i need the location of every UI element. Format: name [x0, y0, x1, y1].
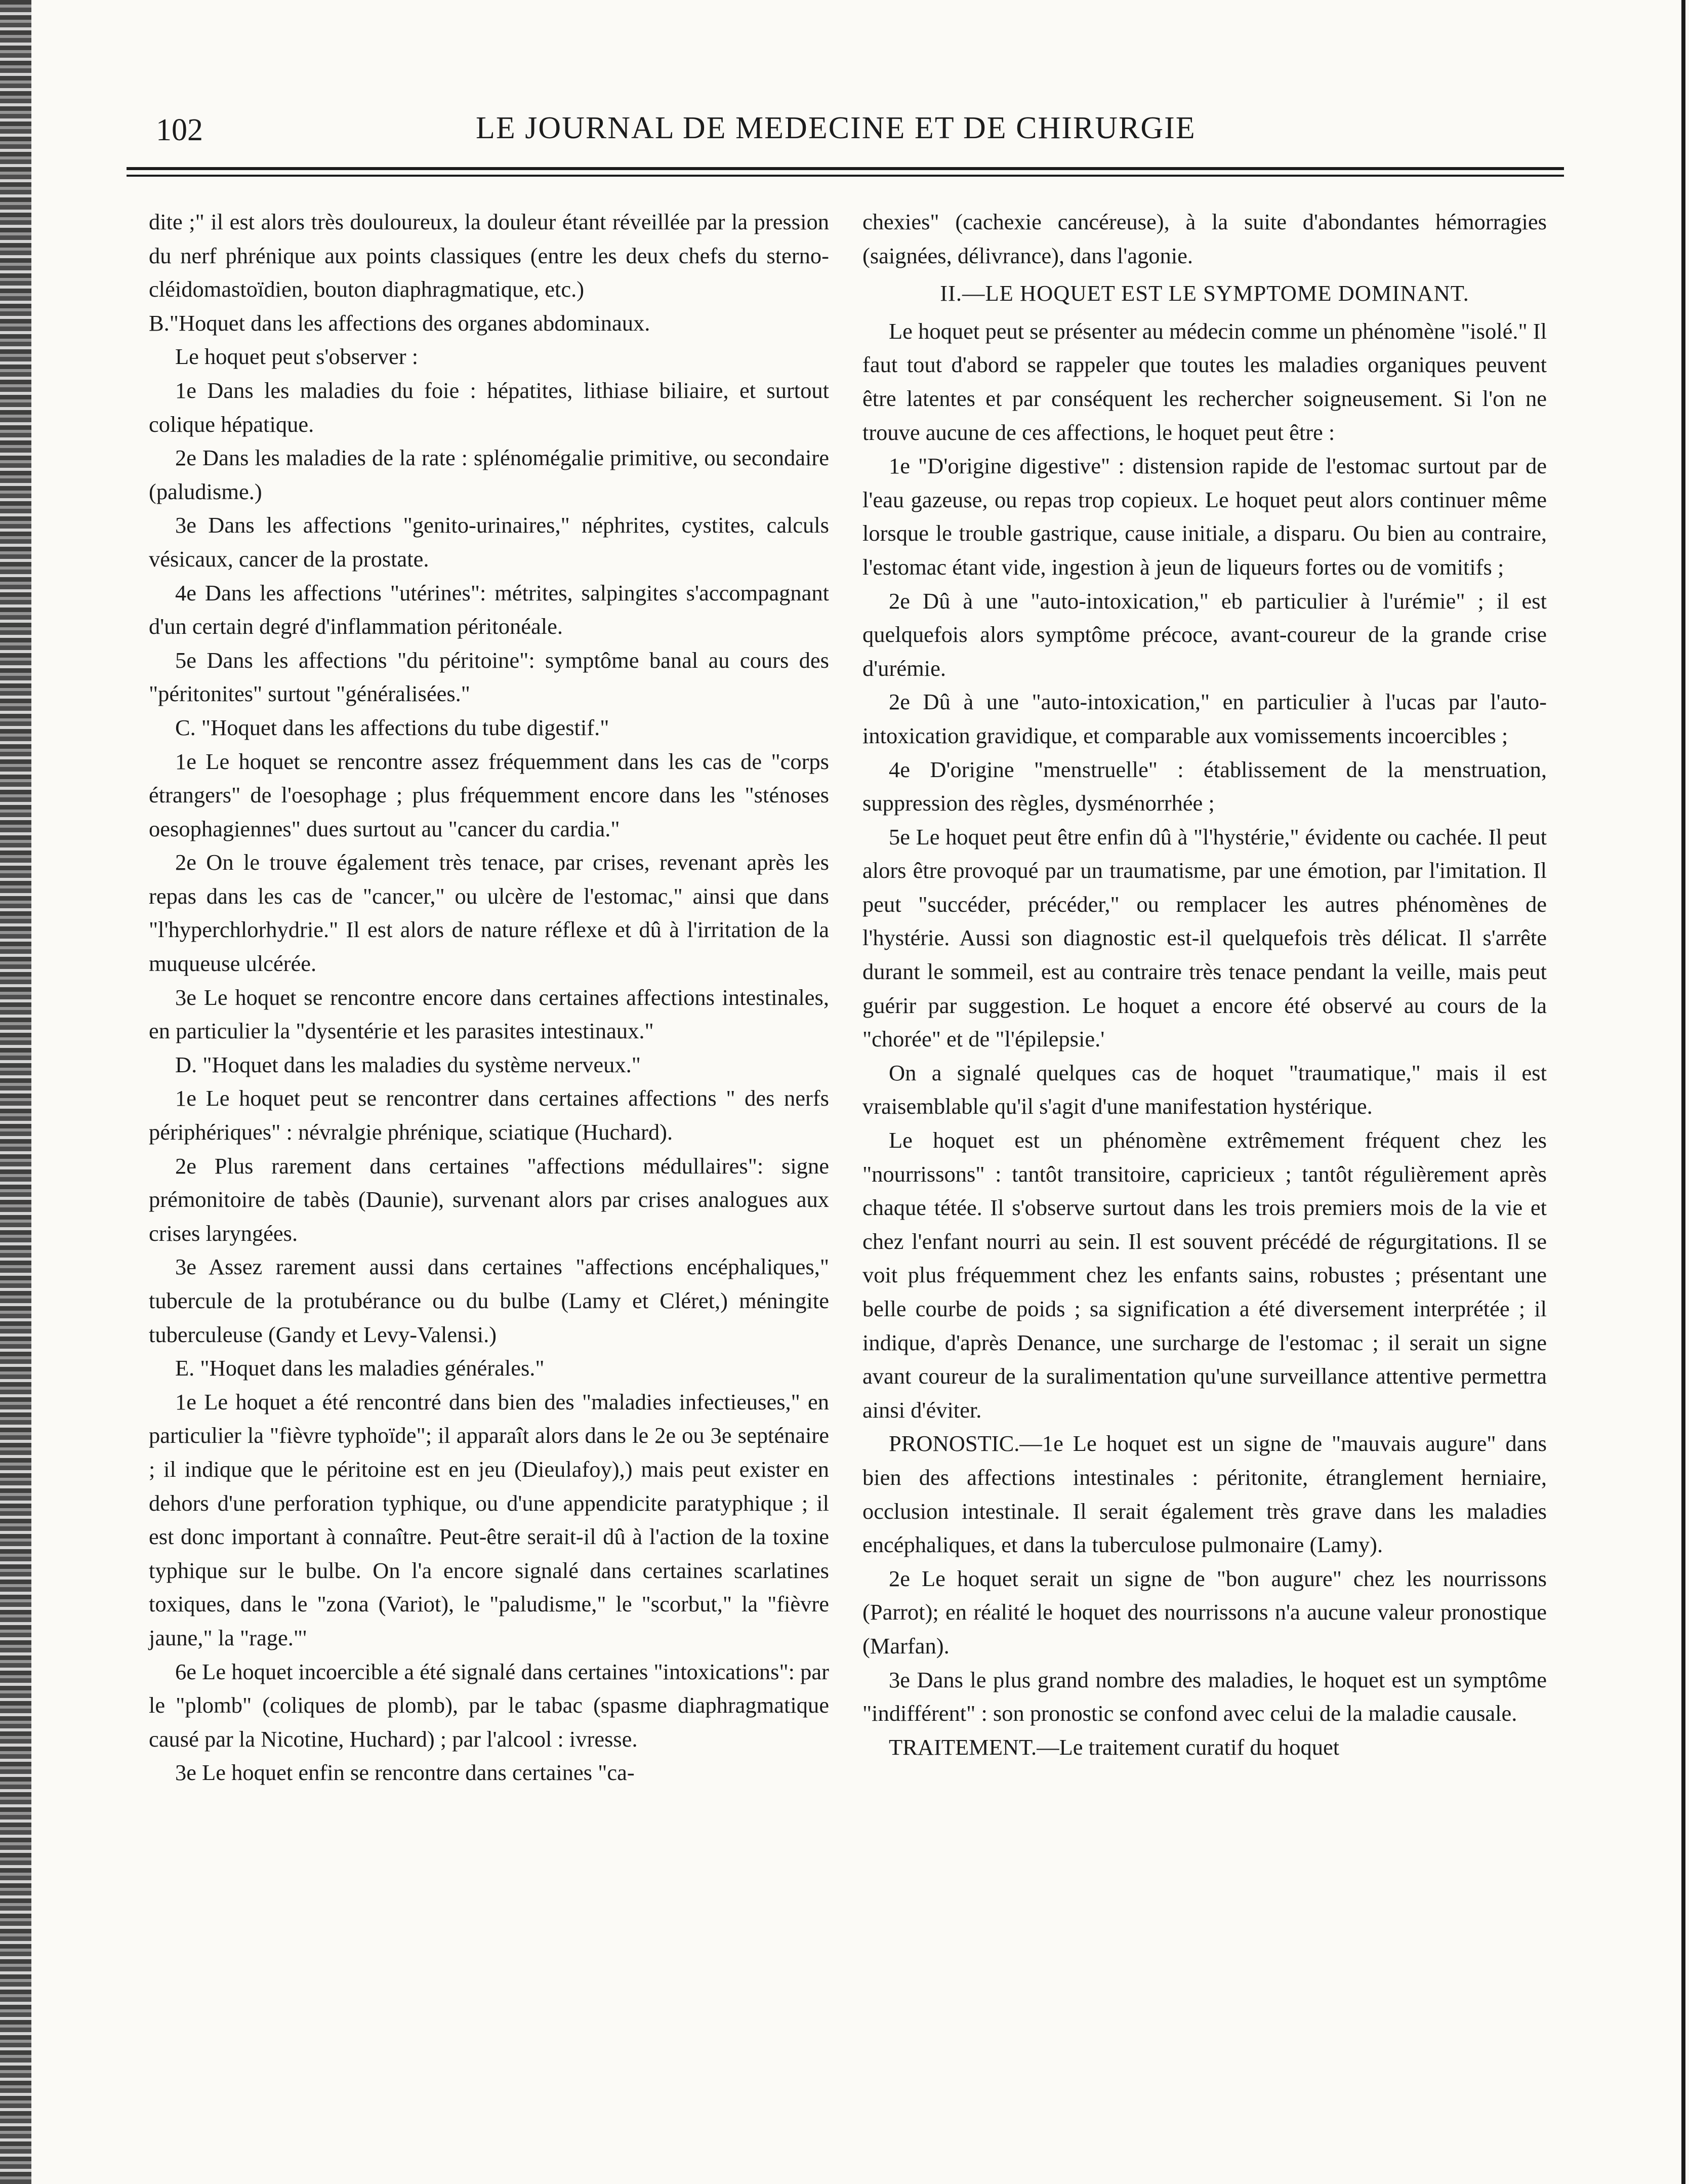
left-column: [149, 205, 829, 1790]
paragraph: chexies" (cachexie cancéreuse), à la suite d'abondantes hémorragies (saignées, délivrance), dans l'agonie.: [862, 209, 1547, 268]
paragraph: 5e Dans les affections "du péritoine": symptôme banal au cours des "péritonites" surtout "généralisées.": [149, 647, 829, 707]
paragraph: 6e Le hoquet incoercible a été signalé dans certaines "intoxications": par le "plomb" (coliques de plomb), par le tabac (spasme diaphragmatique causé par la Nicotine, Huchard) ; par l'alcool : ivresse.: [149, 1659, 829, 1752]
paragraph: 4e Dans les affections "utérines": métrites, salpingites s'accompagnant d'un certain degré d'inflammation péritonéale.: [149, 580, 829, 639]
paragraph: 4e D'origine "menstruelle" : établissement de la menstruation, suppression des règles, dysménorrhée ;: [862, 756, 1547, 816]
paragraph: 1e Dans les maladies du foie : hépatites, lithiase biliaire, et surtout colique hépatique.: [149, 377, 829, 437]
paragraph: 2e Dû à une "auto-intoxication," eb particulier à l'urémie" ; il est quelquefois alors symptôme précoce, avant-coureur de la grande crise d'urémie.: [862, 588, 1547, 681]
header-rule-thick: [127, 167, 1564, 170]
paragraph: 1e "D'origine digestive" : distension rapide de l'estomac surtout par de l'eau gazeuse, ou repas trop copieux. Le hoquet peut alors continuer même lorsque le trouble gastrique, cause initiale, a disparu. Ou bien au contraire, l'estomac étant vide, ingestion à jeun de liqueurs fortes ou de vomitifs ;: [862, 453, 1547, 580]
right-column: [862, 205, 1547, 1764]
section-heading: E. "Hoquet dans les maladies générales.": [175, 1355, 545, 1381]
paragraph: Le hoquet est un phénomène extrêmement fréquent chez les "nourrissons" : tantôt transitoire, capricieux ; tantôt régulièrement après chaque tétée. Il s'observe surtout dans les trois premiers mois de la vie et chez l'enfant nourri au sein. Il est souvent précédé de régurgitations. Il se voit plus fréquemment chez les enfants sains, robustes ; présentant une belle courbe de poids ; sa signification a été diversement interprétée ; il indique, d'après Denance, une surcharge de l'estomac ; il serait un signe avant coureur de la suralimentation qu'une surveillance attentive permettra ainsi d'éviter.: [862, 1127, 1547, 1423]
paragraph: 2e Dû à une "auto-intoxication," en particulier à l'ucas par l'auto-intoxication gravidique, et comparable aux vomissements incoercibles ;: [862, 689, 1547, 748]
page-number: 102: [156, 113, 203, 147]
section-heading: II.—LE HOQUET EST LE SYMPTOME DOMINANT.: [940, 280, 1469, 306]
paragraph: dite ;" il est alors très douloureux, la douleur étant réveillée par la pression du nerf phrénique aux points classiques (entre les deux chefs du sterno-cléidomastoïdien, bouton diaphragmatique, etc.): [149, 209, 829, 302]
paragraph: 2e Le hoquet serait un signe de "bon augure" chez les nourrissons (Parrot); en réalité le hoquet des nourrissons n'a aucune valeur pronostique (Marfan).: [862, 1565, 1547, 1659]
section-heading: B."Hoquet dans les affections des organes abdominaux.: [149, 310, 650, 336]
running-title: LE JOURNAL DE MEDECINE ET DE CHIRURGIE: [476, 111, 1196, 145]
paragraph: Le hoquet peut s'observer :: [175, 344, 419, 370]
paragraph: On a signalé quelques cas de hoquet "traumatique," mais il est vraisemblable qu'il s'agit d'une manifestation hystérique.: [862, 1060, 1547, 1119]
paragraph: 3e Dans le plus grand nombre des maladies, le hoquet est un symptôme "indifférent" : son pronostic se confond avec celui de la maladie causale.: [862, 1667, 1547, 1726]
paragraph: TRAITEMENT.—Le traitement curatif du hoquet: [889, 1734, 1340, 1760]
paragraph: 3e Dans les affections "genito-urinaires," néphrites, cystites, calculs vésicaux, cancer de la prostate.: [149, 512, 829, 572]
header-rule-thin: [127, 175, 1564, 177]
paragraph: 1e Le hoquet a été rencontré dans bien des "maladies infectieuses," en particulier la "fièvre typhoïde"; il apparaît alors dans le 2e ou 3e septénaire ; il indique que le péritoine est en jeu (Dieulafoy),) mais peut exister en dehors d'une perforation typhique, ou d'une appendicite paratyphique ; il est donc important à connaître. Peut-être serait-il dû à l'action de la toxine typhique sur le bulbe. On l'a encore signalé dans certaines scarlatines toxiques, dans le "zona (Variot), le "paludisme," le "scorbut," la "fièvre jaune," la "rage."': [149, 1389, 829, 1650]
paragraph: 5e Le hoquet peut être enfin dû à "l'hystérie," évidente ou cachée. Il peut alors être provoqué par un traumatisme, par une émotion, par l'imitation. Il peut "succéder, précéder," ou remplacer les autres phénomènes de l'hystérie. Aussi son diagnostic est-il quelquefois très délicat. Il s'arrête durant le sommeil, est au contraire très tenace pendant la veille, mais peut guérir par suggestion. Le hoquet a encore été observé au cours de la "chorée" et de "l'épilepsie.': [862, 824, 1547, 1052]
section-heading: C. "Hoquet dans les affections du tube digestif.": [175, 714, 609, 740]
paragraph: 2e On le trouve également très tenace, par crises, revenant après les repas dans les cas de "cancer," ou ulcère de l'estomac," ainsi que dans "l'hyperchlorhydrie." Il est alors de nature réflexe et dû à l'irritation de la muqueuse ulcérée.: [149, 850, 829, 977]
paragraph: 1e Le hoquet se rencontre assez fréquemment dans les cas de "corps étrangers" de l'oesophage ; plus fréquemment encore dans les "sténoses oesophagiennes" dues surtout au "cancer du cardia.": [149, 748, 829, 841]
section-heading: D. "Hoquet dans les maladies du système nerveux.": [175, 1051, 641, 1077]
paragraph: 2e Dans les maladies de la rate : splénomégalie primitive, ou secondaire (paludisme.): [149, 445, 829, 504]
scan-right-edge: [1681, 0, 1685, 2184]
paragraph: Le hoquet peut se présenter au médecin comme un phénomène "isolé." Il faut tout d'abord se rappeler que toutes les maladies organiques peuvent être latentes et par conséquent les rechercher soigneusement. Si l'on ne trouve aucune de ces affections, le hoquet peut être :: [862, 318, 1547, 445]
paragraph: 2e Plus rarement dans certaines "affections médullaires": signe prémonitoire de tabès (Daunie), survenant alors par crises analogues aux crises laryngées.: [149, 1153, 829, 1246]
paragraph: 1e Le hoquet peut se rencontrer dans certaines affections " des nerfs périphériques" : névralgie phrénique, sciatique (Huchard).: [149, 1085, 829, 1145]
scan-left-edge: [0, 0, 31, 2184]
paragraph: 3e Le hoquet se rencontre encore dans certaines affections intestinales, en particulier la "dysentérie et les parasites intestinaux.": [149, 984, 829, 1044]
paragraph: 3e Assez rarement aussi dans certaines "affections encéphaliques," tubercule de la protubérance ou du bulbe (Lamy et Cléret,) méningite tuberculeuse (Gandy et Levy-Valensi.): [149, 1254, 829, 1347]
paragraph: PRONOSTIC.—1e Le hoquet est un signe de "mauvais augure" dans bien des affections intestinales : péritonite, étranglement herniaire, occlusion intestinale. Il serait également très grave dans les maladies encéphaliques, et dans la tuberculose pulmonaire (Lamy).: [862, 1431, 1547, 1558]
paragraph: 3e Le hoquet enfin se rencontre dans certaines "ca-: [175, 1760, 635, 1786]
